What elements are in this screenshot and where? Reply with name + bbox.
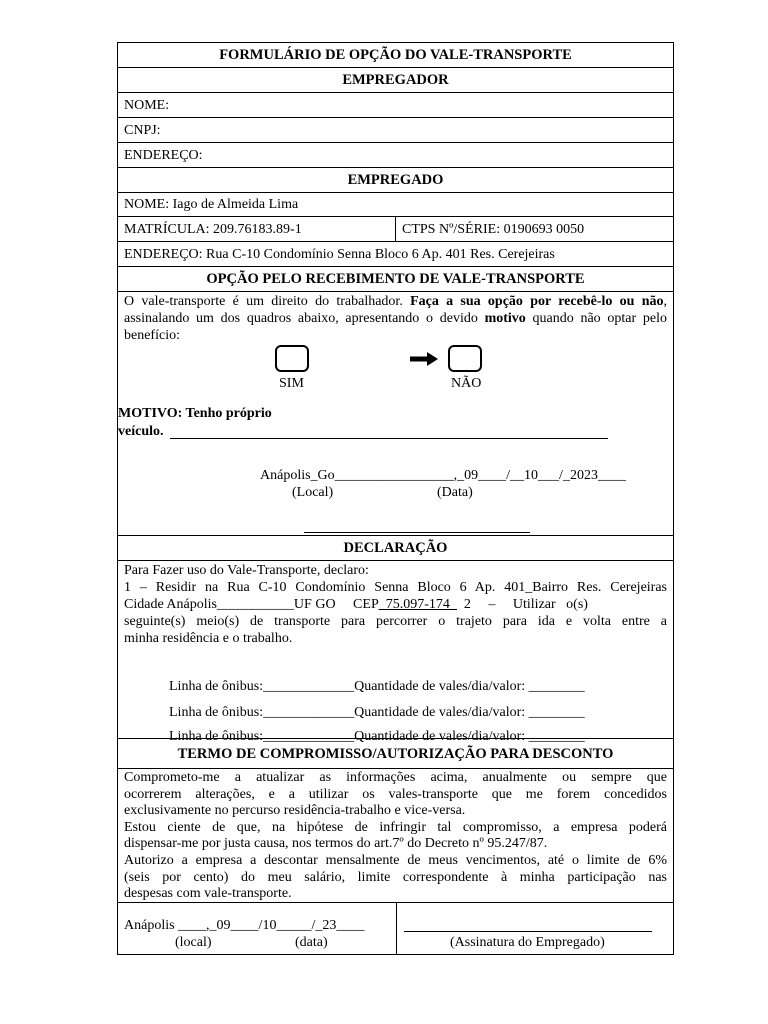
employee-address: ENDEREÇO: Rua C-10 Condomínio Senna Bloco 6 Ap. 401 Res. Cerejeiras: [124, 247, 555, 262]
sim-checkbox[interactable]: [275, 345, 309, 372]
employer-name-field: [118, 93, 673, 118]
employer-address-field: [118, 143, 673, 168]
option-intro-text-1: O vale-transporte é um direito do trabalhador.: [124, 294, 411, 309]
commitment-line: ocorrerem alterações, e a utilizar os vales-transporte que me forem concedidos: [124, 786, 667, 802]
declaration-item-1b: [124, 596, 667, 613]
bus-line-label: Linha de ônibus:_____________: [169, 729, 355, 744]
nao-checkbox[interactable]: [448, 345, 482, 372]
employer-heading: EMPREGADOR: [118, 68, 673, 93]
employer-address-label: ENDEREÇO:: [124, 148, 203, 163]
option-heading: OPÇÃO PELO RECEBIMENTO DE VALE-TRANSPORTE: [118, 267, 673, 292]
employer-cnpj-label: CNPJ:: [124, 123, 161, 138]
employee-address-field: [118, 242, 673, 267]
bus-line-row: [169, 705, 585, 721]
employee-ids-row: [118, 217, 673, 242]
commitment-line: Comprometo-me a atualizar as informações acima, anualmente ou sempre que: [124, 770, 667, 785]
option-signature-line: [304, 532, 530, 533]
declaration-intro: Para Fazer uso do Vale-Transporte, declaro:: [124, 563, 369, 578]
commitment-heading: TERMO DE COMPROMISSO/AUTORIZAÇÃO PARA DESCONTO: [118, 739, 673, 769]
nao-label: NÃO: [451, 376, 482, 391]
transport-voucher-form: [117, 42, 674, 955]
matricula-cell: [118, 217, 396, 241]
option-intro-bold-2: motivo: [484, 311, 526, 326]
bus-line-row: [169, 679, 585, 695]
employer-cnpj-field: [118, 118, 673, 143]
sim-label: SIM: [279, 376, 304, 391]
option-place-date: Anápolis_Go_________________,_09____/__10___/_2023____: [260, 468, 626, 483]
bus-line-label: Linha de ônibus:_____________: [169, 705, 355, 720]
motivo-line-2: veículo.: [118, 424, 164, 439]
employee-ctps: CTPS Nº/SÉRIE: 0190693 0050: [402, 222, 585, 237]
employee-signature-line: [404, 931, 652, 932]
option-section: [118, 292, 673, 536]
option-intro: [124, 293, 667, 344]
option-intro-bold-1: Faça a sua opção por recebê-lo ou não: [410, 294, 664, 309]
footer-place-date-cell: [118, 903, 397, 954]
declaration-item-2b: minha residência e o trabalho.: [124, 631, 293, 646]
declaration-item-2-start: 2 – Utilizar o(s): [456, 597, 588, 612]
employee-name-field: [118, 193, 673, 217]
option-intro-text-3: quando não optar pelo benefício:: [124, 311, 667, 343]
commitment-section: [118, 769, 673, 903]
footer-place-date: Anápolis ____,_09____/10_____/_23____: [124, 918, 365, 933]
bus-line-quantity: Quantidade de vales/dia/valor: ________: [354, 679, 585, 694]
employee-name: NOME: Iago de Almeida Lima: [124, 197, 299, 212]
declaration-text: [124, 562, 667, 647]
commitment-line: despesas com vale-transporte.: [124, 886, 292, 902]
arrow-right-icon: [410, 352, 438, 366]
footer-signature-cell: [397, 903, 673, 954]
form-title: FORMULÁRIO DE OPÇÃO DO VALE-TRANSPORTE: [118, 43, 673, 68]
declaration-cep: _75.097-174_: [378, 597, 457, 612]
bus-line-quantity: Quantidade de vales/dia/valor: ________: [354, 729, 585, 744]
employee-heading: EMPREGADO: [118, 168, 673, 193]
employee-signature-label: (Assinatura do Empregado): [450, 935, 605, 950]
option-local-label: (Local): [292, 485, 334, 500]
option-date-label: (Data): [437, 485, 473, 500]
declaration-item-1a: 1 – Residir na Rua C-10 Condomínio Senna Bloco 6 Ap. 401_Bairro Res. Cerejeiras: [124, 580, 667, 595]
employer-name-label: NOME:: [124, 98, 170, 113]
option-intro-text-2: , assinalando um dos quadros abaixo, apresentando o devido: [124, 294, 667, 326]
ctps-cell: [396, 217, 673, 241]
footer-local-label: (local): [175, 935, 212, 950]
bus-line-quantity: Quantidade de vales/dia/valor: ________: [354, 705, 585, 720]
declaration-section: [118, 561, 673, 744]
commitment-line: exclusivamente no percurso residência-trabalho e vice-versa.: [124, 803, 466, 819]
employee-matricula: MATRÍCULA: 209.76183.89-1: [124, 222, 302, 237]
commitment-line: dispensar-me por justa causa, nos termos do art.7º do Decreto nº 95.247/87.: [124, 836, 548, 852]
commitment-line: (seis por cento) do meu salário, limite correspondente à minha participação nas: [124, 869, 667, 885]
commitment-text: [124, 770, 667, 903]
commitment-line: Autorizo a empresa a descontar mensalmente de meus vencimentos, até o limite de 6%: [124, 852, 667, 868]
motivo-underline: [170, 438, 608, 439]
bus-line-label: Linha de ônibus:_____________: [169, 679, 355, 694]
declaration-item-2a: seguinte(s) meio(s) de transporte para percorrer o trajeto para ida e volta entre a: [124, 614, 667, 629]
commitment-line: Estou ciente de que, na hipótese de infringir tal compromisso, a empresa poderá: [124, 819, 667, 835]
footer-date-label: (data): [295, 935, 328, 950]
declaration-heading: DECLARAÇÃO: [118, 536, 673, 561]
footer-row: [118, 903, 673, 954]
motivo-line-1: MOTIVO: Tenho próprio: [118, 406, 272, 421]
declaration-city-uf: Cidade Anápolis___________UF GO CEP: [124, 597, 379, 612]
